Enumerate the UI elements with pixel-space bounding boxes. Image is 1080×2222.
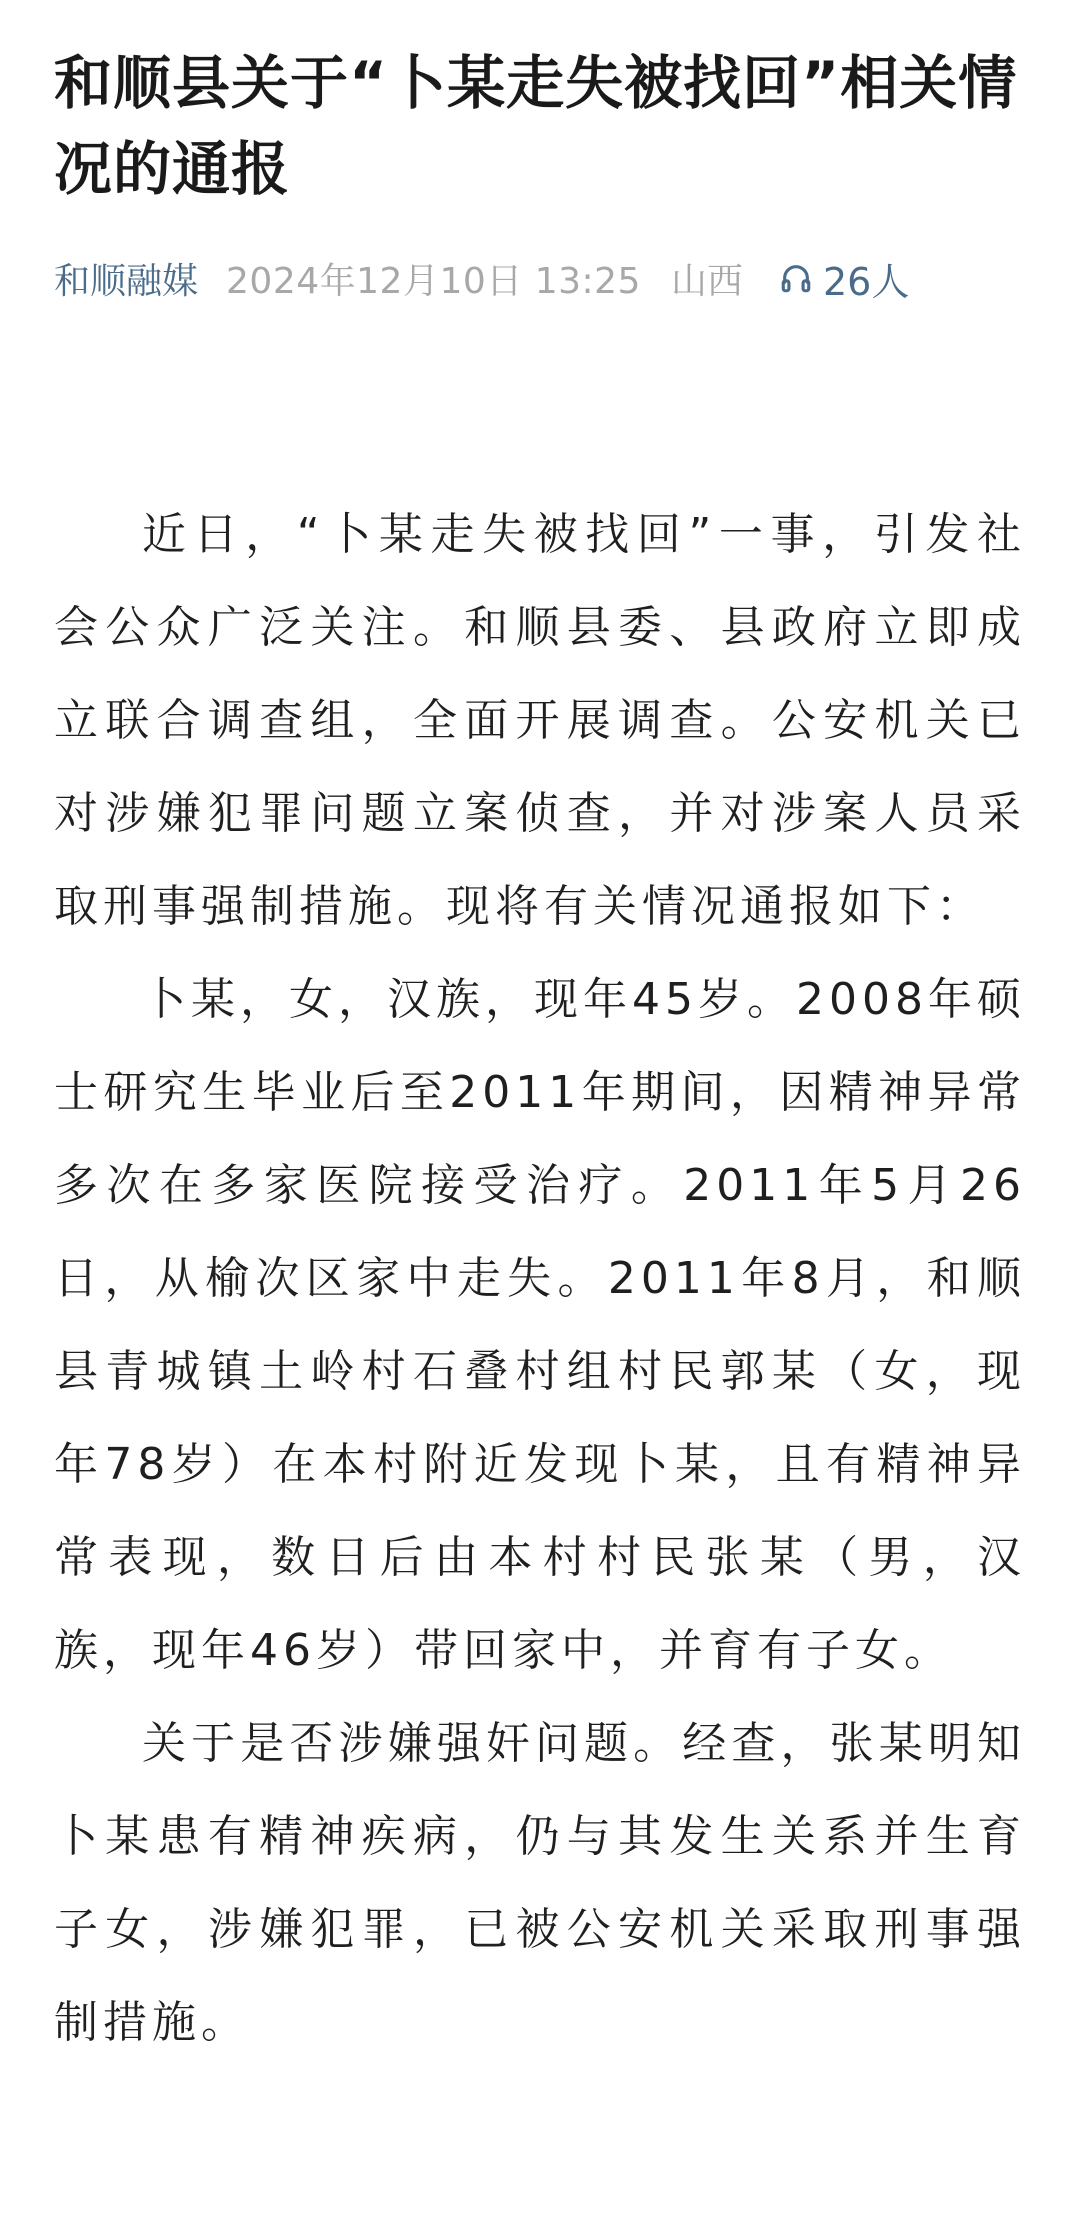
- paragraph-background: 卜某，女，汉族，现年45岁。2008年硕士研究生毕业后至2011年期间，因精神异常多次在多家医院接受治疗。2011年5月26日，从榆次区家中走失。2011年8月，和顺县青城镇土岭村石叠村组村民郭某（女，现年78岁）在本村附近发现卜某，且有精神异常表现，数日后由本村村民张某（男，汉族，现年46岁）带回家中，并育有子女。: [54, 974, 1026, 1676]
- source-account-link[interactable]: 和顺融媒: [54, 260, 199, 302]
- listen-button[interactable]: [779, 251, 909, 306]
- article-meta: [54, 250, 909, 306]
- headphones-icon: [779, 261, 813, 295]
- paragraph-findings: 关于是否涉嫌强奸问题。经查，张某明知卜某患有精神疾病，仍与其发生关系并生育子女，涉嫌犯罪，已被公安机关采取刑事强制措施。: [54, 1718, 1026, 2048]
- publish-region: 山西: [670, 260, 743, 302]
- article-title: 和顺县关于“卜某走失被找回”相关情况的通报: [54, 49, 1018, 203]
- publish-datetime: 2024年12月10日 13:25: [226, 260, 641, 302]
- article-body: [54, 488, 1026, 2069]
- paragraph-intro: 近日，“卜某走失被找回”一事，引发社会公众广泛关注。和顺县委、县政府立即成立联合调查组，全面开展调查。公安机关已对涉嫌犯罪问题立案侦查，并对涉案人员采取刑事强制措施。现将有关情况通报如下：: [54, 509, 1026, 932]
- listener-count: 26人: [822, 259, 910, 304]
